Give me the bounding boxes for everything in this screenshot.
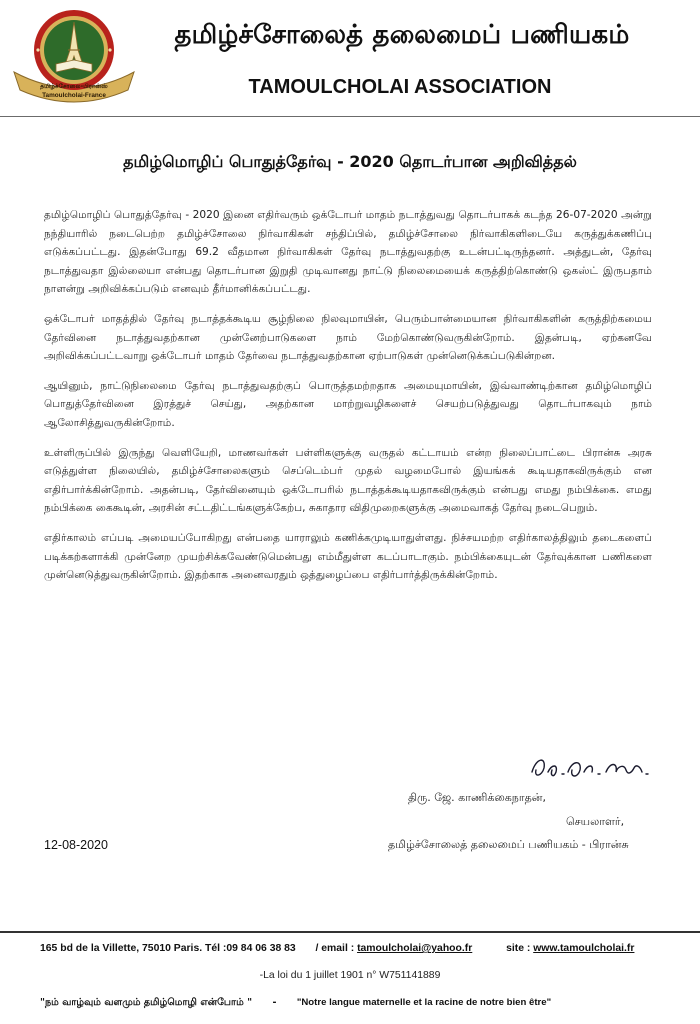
footer-motto — [40, 997, 680, 1009]
signatory-organization: தமிழ்ச்சோலைத் தலைமைப் பணியகம் - பிரான்சு — [388, 838, 629, 851]
document-title: தமிழ்மொழிப் பொதுத்தேர்வு - 2020 தொடர்பான அறிவித்தல் — [123, 152, 577, 171]
document-date: 12-08-2020 — [44, 838, 108, 852]
association-logo — [8, 6, 140, 106]
signatory-name: திரு. ஜே. காணிக்கைநாதன், — [408, 791, 546, 804]
footer-email-label: / email : — [315, 943, 358, 954]
footer-contact — [40, 943, 680, 954]
header-divider — [0, 116, 700, 117]
paragraph: ஒக்டோபர் மாதத்தில் தேர்வு நடாத்தக்கூடிய சூழ்நிலை நிலவுமாயின், பெரும்பான்மையான நிர்வாகிகளின் கருத்திற்கமைய தேர்வினை நடாத்துவதற்கான முன்னேற்பாடுகளை நாம் மேற்கொண்டுவருகின்றோம். இதன்படி, ஏற்கனவே அறிவிக்கப்பட்டவாறு ஒக்டோபர் மாதம் தேர்வை நடாத்துவதற்கான ஏற்பாடுகள் முன்னெடுக்கப்படுகின்றன. — [44, 312, 652, 363]
paragraph: ஆயினும், நாட்டுநிலைமை தேர்வு நடாத்துவதற்குப் பொருத்தமற்றதாக அமையுமாயின், இவ்வாண்டிற்கான தமிழ்மொழிப் பொதுத்தேர்வினை இரத்துச் செய்து, அதற்கான மாற்றுவழிகளைச் செயற்படுத்துவது தொடர்பாகவும் நாம் ஆலோசித்துவருகின்றோம். — [44, 379, 652, 429]
motto-french: "Notre langue maternelle et la racine de notre bien être" — [296, 997, 552, 1008]
paragraph: எதிர்காலம் எப்படி அமையப்போகிறது என்பதை யாராலும் கணிக்கமுடியாதுள்ளது. நிச்சயமற்ற எதிர்காலத்திலும் தடைகளைப் படிக்கற்களாக்கி முன்னேற முயற்சிக்கவேண்டுமென்பது எம்மீதுள்ள கடப்பாடாகும். நம்பிக்கையுடன் தேர்வுக்கான பணிகளை முன்னெடுத்துவருகின்றோம். இதற்காக அனைவரதும் ஒத்துழைப்பை எதிர்பார்த்திருக்கின்றோம். — [44, 531, 652, 582]
email-link[interactable]: tamoulcholai@yahoo.fr — [357, 943, 473, 954]
footer-divider — [0, 931, 700, 933]
org-name-tamil: தமிழ்ச்சோலைத் தலைமைப் பணியகம் — [174, 20, 630, 50]
footer-legal: -La loi du 1 juillet 1901 n° W751141889 — [259, 970, 441, 981]
motto-tamil: "நம் வாழ்வும் வளமும் தமிழ்மொழி என்போம் " — [40, 997, 253, 1008]
website-link[interactable]: www.tamoulcholai.fr — [533, 943, 635, 954]
motto-separator: - — [272, 997, 277, 1008]
footer-address: 165 bd de la Villette, 75010 Paris. Tél :09 84 06 38 83 — [40, 943, 296, 954]
logo-text-top: தமிழ்ச்சோலை-பிரான்ஸ் — [40, 83, 108, 90]
paragraph: தமிழ்மொழிப் பொதுத்தேர்வு - 2020 இனை எதிர்வரும் ஒக்டோபர் மாதம் நடாத்துவது தொடர்பாகக் கடந்த 26-07-2020 அன்று நந்தியாரில் நடைபெற்ற தமிழ்ச்சோலை நிர்வாகிகள் சந்திப்பில், தமிழ்ச்சோலை நிர்வாகிகளிடையே கருத்துக்கணிப்பு எடுக்கப்பட்டது. இதன்போது 69.2 வீதமான நிர்வாகிகள் தேர்வு நடாத்துவதற்கு உடன்பட்டிருந்தனர். அத்துடன், தேர்வு நடாத்துவதா இல்லையா என்பது தொடர்பான இறுதி முடிவானது நாட்டு நிலைமையைக் கருத்திற்கொண்டு ஒகஸ்ட் இருபதாம் நாளன்று அறிவிக்கப்படும் எனவும் தீர்மானிக்கப்பட்டது. — [44, 209, 652, 296]
signatory-role: செயலாளர், — [566, 815, 625, 828]
paragraph: உள்ளிருப்பில் இருந்து வெளியேறி, மாணவர்கள் பள்ளிகளுக்கு வருதல் கட்டாயம் என்ற நிலைப்பாட்டை பிரான்சு அரசு எடுத்துள்ள நிலையில், தமிழ்ச்சோலைகளும் செப்டெம்பர் முதல் வழமைபோல் இயங்கக் கூடியதாகவிருக்கும் என எதிர்பார்க்கின்றோம். அதன்படி, தேர்வினையும் ஒக்டோபரில் நடாத்தக்கூடியதாகவிருக்கும் என்பது எமது நம்பிக்கை. எமது நம்பிக்கை கைகூடின், அரசின் சட்டதிட்டங்களுக்கேற்ப, சுகாதார விதிமுறைகளுக்கு அமைவாகத் தேர்வு நடைபெறும். — [44, 446, 652, 515]
footer-site-label: site : — [506, 943, 534, 954]
logo-text-bottom: Tamoulcholai-France — [42, 92, 106, 99]
handwritten-signature — [528, 750, 653, 786]
document-body — [44, 206, 652, 596]
org-name-english: TAMOULCHOLAI ASSOCIATION — [248, 76, 552, 98]
